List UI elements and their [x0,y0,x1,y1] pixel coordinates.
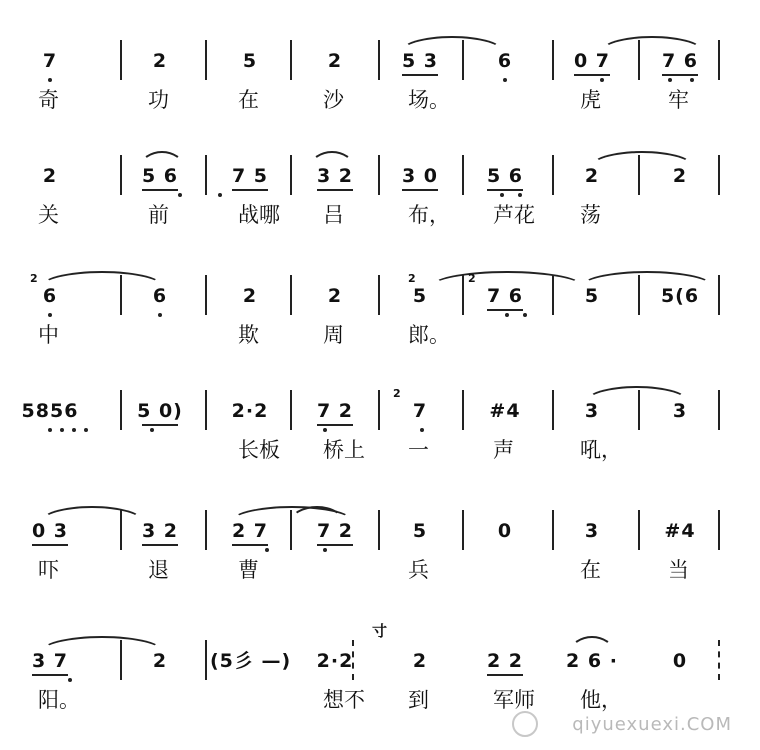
eighth-underline [142,544,178,546]
note-cell: 5 [242,50,258,72]
watermark-logo-icon [512,711,538,737]
note-cell: 2 2 [486,650,524,672]
octave-dot [500,193,504,197]
note-cell: 0 [497,520,513,542]
bar-line [352,640,354,680]
score-row [0,387,760,500]
lyric-text: 兵 [408,558,429,582]
lyric-text: 功 [148,88,169,112]
bar-line [205,640,207,680]
eighth-underline [662,74,698,76]
octave-dot [68,678,72,682]
bar-line [120,390,122,430]
lyric-text: 退 [148,558,169,582]
lyric-text: 吕 [323,203,344,227]
note-cell: 7 6 [661,50,699,72]
lyric-text: 郎。 [408,323,450,347]
octave-dot [48,313,52,317]
bar-line [718,155,720,195]
note-cell: 5 0) [137,400,183,422]
lyric-text: 长板 [238,438,280,462]
bar-line [290,275,292,315]
note-cell: 5 [412,285,428,307]
grace-note: 2 [393,387,401,400]
lyric-text: 声 [493,438,514,462]
lyric-text: 当 [668,558,689,582]
note-cell: 2·2 [316,650,354,672]
bar-line [205,155,207,195]
octave-dot [158,313,162,317]
lyric-text: 周 [323,323,344,347]
note-cell: 7 6 [486,285,524,307]
grace-note: 2 [30,272,38,285]
note-cell: (5彡 —) [210,650,292,672]
octave-dot [265,548,269,552]
slur-arc [430,271,584,287]
slur-arc [40,506,144,522]
octave-dot [323,548,327,552]
bar-line [552,40,554,80]
slur-arc [40,271,164,287]
note-cell: 0 [672,650,688,672]
note-cell: 2 [672,165,688,187]
lyric-text: 欺 [238,323,259,347]
octave-dot [218,193,222,197]
note-cell: #4 [489,400,521,422]
octave-dot [84,428,88,432]
eighth-underline [487,309,523,311]
bar-line [718,510,720,550]
octave-dot [150,428,154,432]
slur-arc [40,636,164,652]
lyric-text: 关 [38,203,59,227]
eighth-underline [574,74,610,76]
bar-line [462,510,464,550]
bar-line [462,155,464,195]
lyric-text: 阳。 [38,688,80,712]
octave-dot [48,78,52,82]
lyric-text: 牢 [668,88,689,112]
lyric-text: 荡 [580,203,601,227]
note-cell: 2 6 · [566,650,618,672]
bar-line [290,155,292,195]
eighth-underline [142,424,178,426]
bar-line [638,510,640,550]
slur-arc [400,36,504,52]
note-cell: 2 [152,650,168,672]
note-cell: 2 [412,650,428,672]
eighth-underline [317,189,353,191]
note-cell: 3 [584,400,600,422]
bar-line [205,40,207,80]
slur-arc [310,151,354,167]
slur-arc [570,636,614,652]
bar-line [718,390,720,430]
bar-line [552,390,554,430]
eighth-underline [142,189,178,191]
score-row [0,155,760,265]
lyric-text: 战哪 [238,203,280,227]
bar-line [290,390,292,430]
note-cell: 2 [584,165,600,187]
bar-line [462,390,464,430]
octave-dot [60,428,64,432]
note-cell: 3 [672,400,688,422]
eighth-underline [232,544,268,546]
note-cell: 5 [412,520,428,542]
octave-dot [518,193,522,197]
eighth-underline [317,544,353,546]
eighth-underline [232,189,268,191]
note-cell: 0 7 [573,50,611,72]
bar-line [205,275,207,315]
note-cell: 7 2 [316,520,354,542]
note-cell: 7 [412,400,428,422]
lyric-text: 奇 [38,88,59,112]
bar-line [378,275,380,315]
bar-line [378,390,380,430]
bar-line [718,40,720,80]
octave-dot [72,428,76,432]
note-cell: 3 2 [141,520,179,542]
lyric-text: 到 [408,688,429,712]
lyric-text: 前 [148,203,169,227]
bar-line [378,155,380,195]
note-cell: 3 [584,520,600,542]
lyric-text: 吓 [38,558,59,582]
octave-dot [323,428,327,432]
grace-note: 2 [468,272,476,285]
note-cell: 6 [152,285,168,307]
note-cell: 7 [42,50,58,72]
lyric-text: 场。 [408,88,450,112]
lyric-text: 在 [238,88,259,112]
bar-line [552,510,554,550]
grace-note: 2 [408,272,416,285]
lyric-text: 他， [580,688,622,712]
bar-line [378,40,380,80]
lyric-text: 想不 [323,688,365,712]
lyric-text: 曹 [238,558,259,582]
eighth-underline [487,674,523,676]
note-cell: 5856 [21,400,79,422]
bar-line [290,40,292,80]
note-cell: 2 [42,165,58,187]
note-cell: #4 [664,520,696,542]
octave-dot [420,428,424,432]
lyric-text: 沙 [323,88,344,112]
note-cell: 5 3 [401,50,439,72]
eighth-underline [32,674,68,676]
lyric-text: 桥上 [323,438,365,462]
eighth-underline [402,74,438,76]
bar-line [120,40,122,80]
lyric-text: 在 [580,558,601,582]
bar-line [120,155,122,195]
note-cell: 3 2 [316,165,354,187]
octave-dot [690,78,694,82]
note-cell: 2 [242,285,258,307]
watermark-text: qiyuexuexi.COM [572,714,732,735]
lyric-text: 一 [408,438,429,462]
bar-line [378,510,380,550]
octave-dot [505,313,509,317]
eighth-underline [32,544,68,546]
eighth-underline [402,189,438,191]
note-cell: 6 [497,50,513,72]
slur-arc [140,151,184,167]
octave-dot [600,78,604,82]
tempo-mark: 寸 [372,622,388,640]
bar-line [552,155,554,195]
note-cell: 5(6 [660,285,700,307]
score-row [0,510,760,620]
bar-line [205,510,207,550]
note-cell: 3 0 [401,165,439,187]
note-cell: 0 3 [31,520,69,542]
score-row [0,40,760,150]
bar-line [718,640,720,680]
slur-arc [590,151,694,167]
octave-dot [668,78,672,82]
bar-line [205,390,207,430]
eighth-underline [487,189,523,191]
slur-arc [600,36,704,52]
lyric-text: 虎 [580,88,601,112]
note-cell: 2 7 [231,520,269,542]
lyric-text: 布， [408,203,450,227]
octave-dot [178,193,182,197]
octave-dot [503,78,507,82]
score-row [0,272,760,385]
lyric-text: 军师 [493,688,535,712]
lyric-text: 吼， [580,438,622,462]
note-cell: 2 [152,50,168,72]
octave-dot [523,313,527,317]
note-cell: 3 7 [31,650,69,672]
note-cell: 2 [327,285,343,307]
note-cell: 5 6 [486,165,524,187]
lyric-text: 芦花 [493,203,535,227]
note-cell: 2 [327,50,343,72]
bar-line [718,275,720,315]
note-cell: 7 2 [316,400,354,422]
eighth-underline [317,424,353,426]
note-cell: 5 [584,285,600,307]
slur-arc [580,271,714,287]
note-cell: 5 6 [141,165,179,187]
octave-dot [48,428,52,432]
note-cell: 2·2 [231,400,269,422]
note-cell: 6 [42,285,58,307]
note-cell: 7 5 [231,165,269,187]
slur-arc [585,386,689,402]
lyric-text: 中 [38,323,59,347]
